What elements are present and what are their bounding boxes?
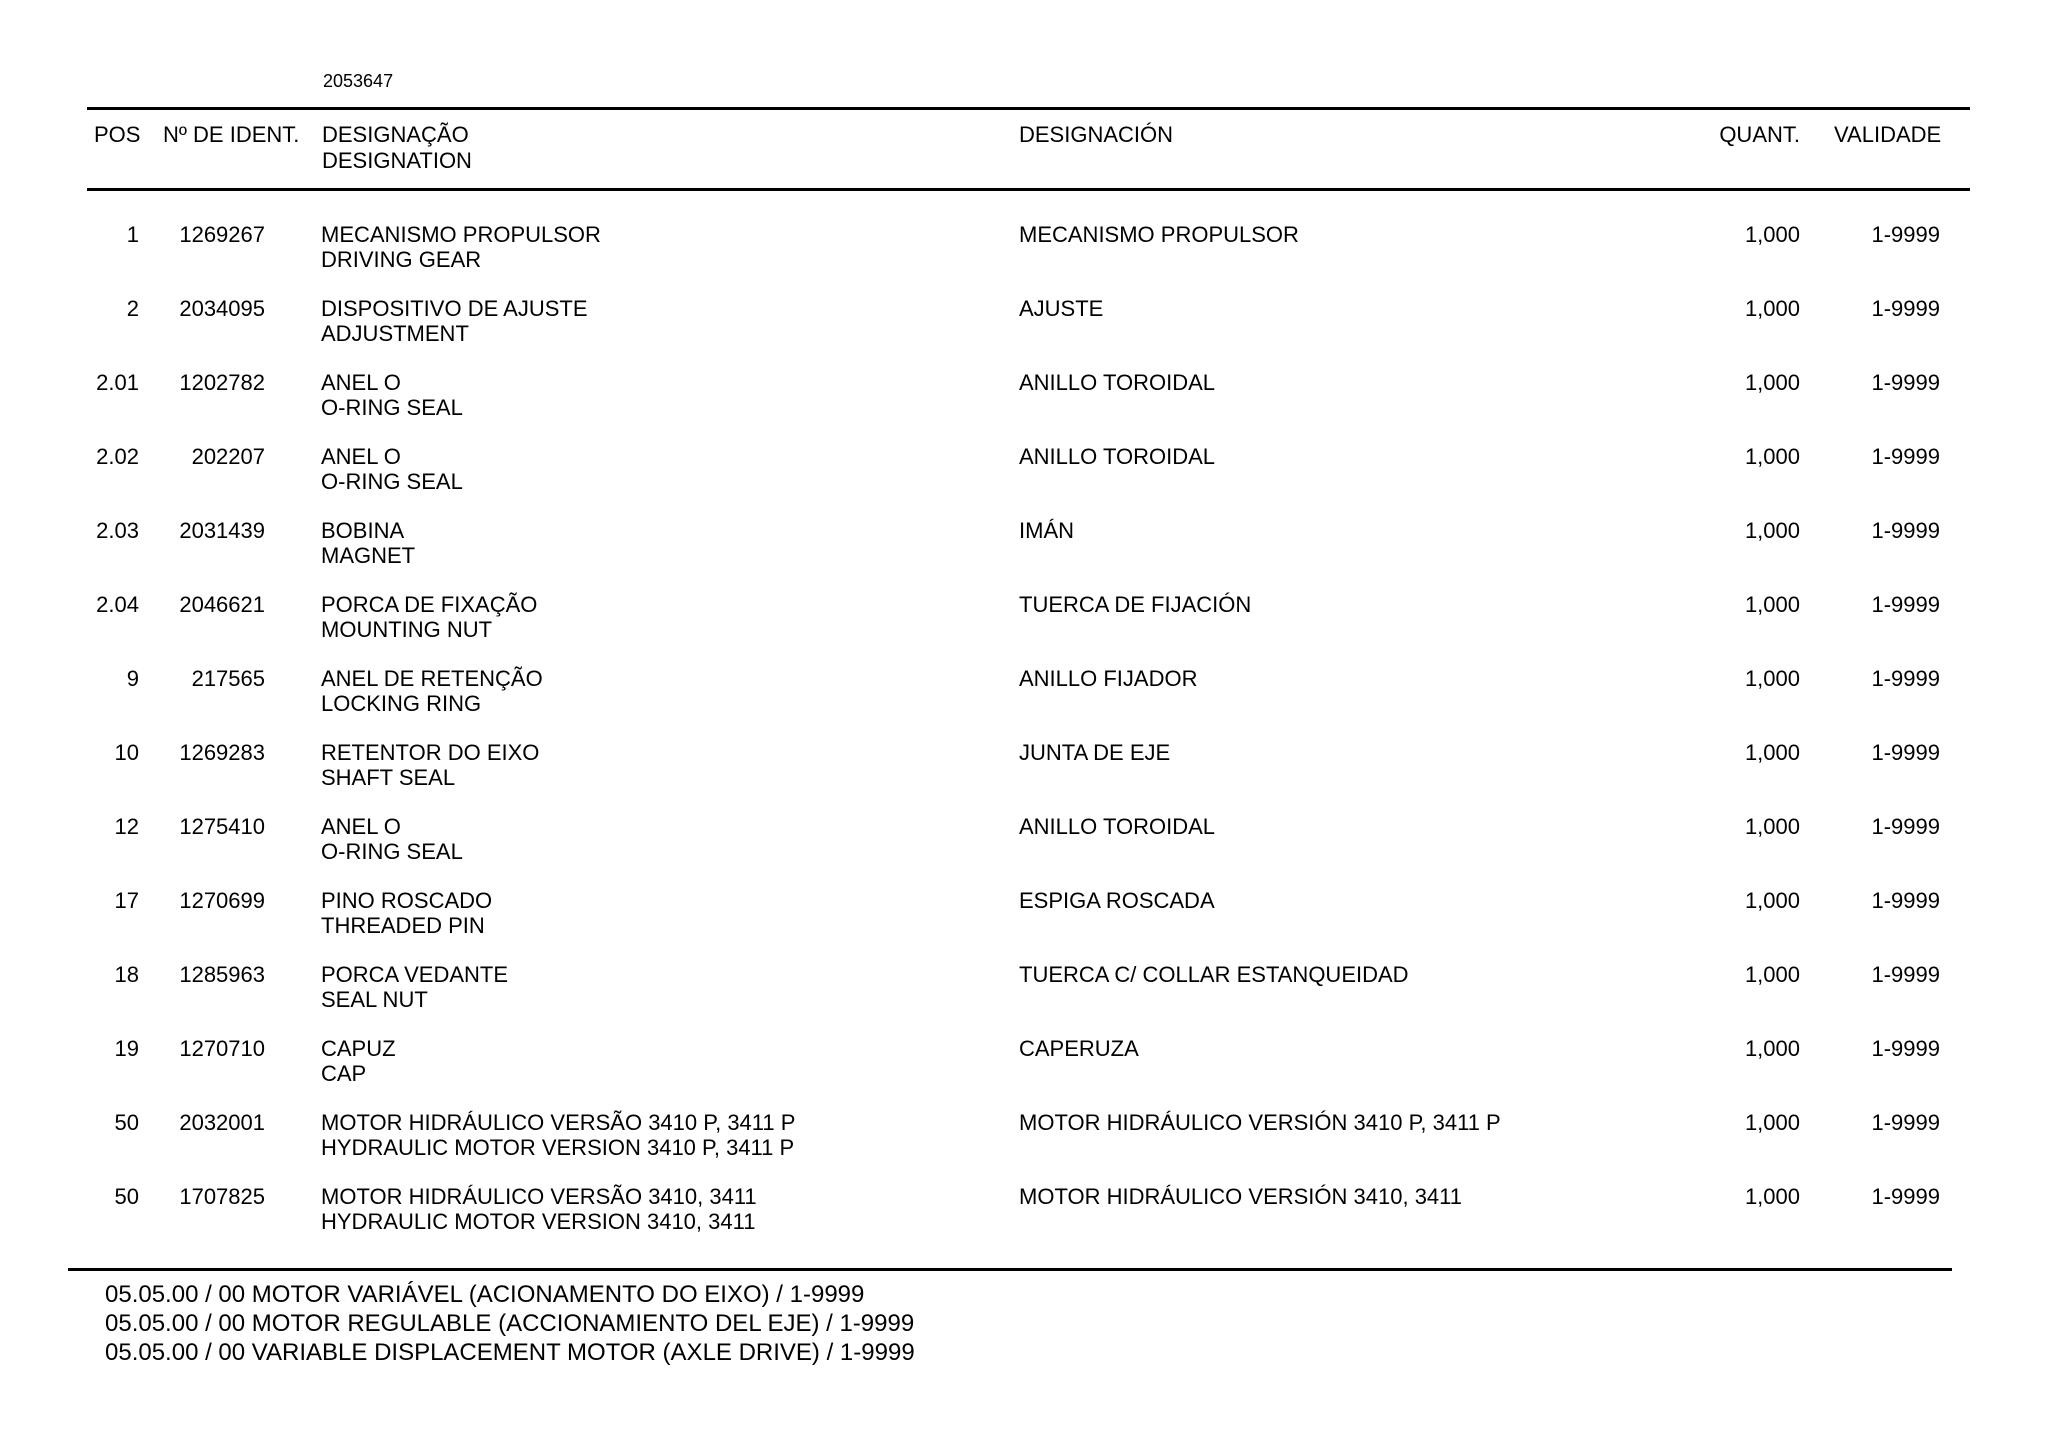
row-designation-es: ANILLO TOROIDAL bbox=[1019, 814, 1216, 839]
row-validity: 1-9999 bbox=[1871, 222, 1940, 247]
row-designation-en: HYDRAULIC MOTOR VERSION 3410 P, 3411 P bbox=[321, 1135, 795, 1160]
table-row bbox=[0, 814, 2048, 888]
row-designation-pt: ANEL O bbox=[321, 444, 401, 469]
row-designation-en: SHAFT SEAL bbox=[321, 765, 456, 790]
table-row bbox=[0, 370, 2048, 444]
row-quantity: 1,000 bbox=[1744, 1110, 1800, 1135]
row-ident-number: 2032001 bbox=[179, 1110, 265, 1135]
row-quantity: 1,000 bbox=[1744, 1036, 1800, 1061]
footer-group-info bbox=[105, 1280, 915, 1367]
header-quant: QUANT. bbox=[1719, 122, 1800, 147]
table-row bbox=[0, 1184, 2048, 1258]
row-designation-pt: PORCA DE FIXAÇÃO bbox=[321, 592, 538, 617]
row-pos: 2.02 bbox=[96, 444, 139, 469]
row-ident-number: 1269267 bbox=[179, 222, 265, 247]
row-pos: 2.01 bbox=[96, 370, 139, 395]
row-validity: 1-9999 bbox=[1871, 740, 1940, 765]
row-quantity: 1,000 bbox=[1744, 666, 1800, 691]
footer-line: 05.05.00 / 00 MOTOR VARIÁVEL (ACIONAMENTO DO EIXO) / 1-9999 bbox=[105, 1281, 865, 1308]
row-designation-pt: BOBINA bbox=[321, 518, 405, 543]
row-designation-pt: DISPOSITIVO DE AJUSTE bbox=[321, 296, 588, 321]
table-row bbox=[0, 666, 2048, 740]
row-quantity: 1,000 bbox=[1744, 814, 1800, 839]
row-pos: 18 bbox=[114, 962, 139, 987]
row-ident-number: 2046621 bbox=[179, 592, 265, 617]
row-designation-es: MOTOR HIDRÁULICO VERSIÓN 3410 P, 3411 P bbox=[1019, 1110, 1501, 1135]
row-validity: 1-9999 bbox=[1871, 296, 1940, 321]
top-divider bbox=[87, 107, 1970, 110]
row-validity: 1-9999 bbox=[1871, 666, 1940, 691]
row-quantity: 1,000 bbox=[1744, 222, 1800, 247]
row-designation-es: MECANISMO PROPULSOR bbox=[1019, 222, 1299, 247]
header-ident: Nº DE IDENT. bbox=[163, 122, 300, 147]
row-designation-es: MOTOR HIDRÁULICO VERSIÓN 3410, 3411 bbox=[1019, 1184, 1462, 1209]
row-ident-number: 1202782 bbox=[179, 370, 265, 395]
header-divider bbox=[87, 188, 1970, 191]
row-designation-es: JUNTA DE EJE bbox=[1019, 740, 1171, 765]
row-designation-en: O-RING SEAL bbox=[321, 839, 463, 864]
row-designation-en: HYDRAULIC MOTOR VERSION 3410, 3411 bbox=[321, 1209, 756, 1234]
row-designation-en: MOUNTING NUT bbox=[321, 617, 493, 642]
row-designation-en: ADJUSTMENT bbox=[321, 321, 469, 346]
row-ident-number: 1275410 bbox=[179, 814, 265, 839]
row-quantity: 1,000 bbox=[1744, 740, 1800, 765]
row-ident-number: 1270699 bbox=[179, 888, 265, 913]
row-validity: 1-9999 bbox=[1871, 592, 1940, 617]
row-designation-es: AJUSTE bbox=[1019, 296, 1104, 321]
row-pos: 19 bbox=[114, 1036, 139, 1061]
row-designation-es: ANILLO TOROIDAL bbox=[1019, 444, 1216, 469]
row-pos: 12 bbox=[114, 814, 139, 839]
table-row bbox=[0, 222, 2048, 296]
header-designation-en: DESIGNATION bbox=[322, 148, 472, 173]
row-designation-pt: ANEL O bbox=[321, 814, 401, 839]
table-row bbox=[0, 444, 2048, 518]
table-row bbox=[0, 296, 2048, 370]
row-quantity: 1,000 bbox=[1744, 518, 1800, 543]
header-validade: VALIDADE bbox=[1834, 122, 1942, 147]
row-ident-number: 1270710 bbox=[179, 1036, 265, 1061]
table-row bbox=[0, 592, 2048, 666]
row-designation-pt: MOTOR HIDRÁULICO VERSÃO 3410, 3411 bbox=[321, 1184, 757, 1209]
parts-table-body bbox=[0, 222, 2048, 1258]
row-ident-number: 2031439 bbox=[179, 518, 265, 543]
row-designation-pt: MOTOR HIDRÁULICO VERSÃO 3410 P, 3411 P bbox=[321, 1110, 796, 1135]
row-designation-en: O-RING SEAL bbox=[321, 395, 463, 420]
row-validity: 1-9999 bbox=[1871, 962, 1940, 987]
bottom-divider bbox=[68, 1268, 1952, 1271]
row-designation-pt: ANEL DE RETENÇÃO bbox=[321, 666, 543, 691]
row-designation-en: SEAL NUT bbox=[321, 987, 428, 1012]
row-pos: 10 bbox=[114, 740, 139, 765]
row-ident-number: 1285963 bbox=[179, 962, 265, 987]
row-designation-en: THREADED PIN bbox=[321, 913, 485, 938]
row-quantity: 1,000 bbox=[1744, 370, 1800, 395]
row-ident-number: 202207 bbox=[191, 444, 265, 469]
row-designation-es: ANILLO TOROIDAL bbox=[1019, 370, 1216, 395]
row-pos: 50 bbox=[114, 1184, 139, 1209]
row-ident-number: 1269283 bbox=[179, 740, 265, 765]
row-designation-es: ANILLO FIJADOR bbox=[1019, 666, 1198, 691]
row-ident-number: 217565 bbox=[191, 666, 265, 691]
table-row bbox=[0, 888, 2048, 962]
header-designacao: DESIGNAÇÃO bbox=[322, 122, 469, 147]
row-quantity: 1,000 bbox=[1744, 888, 1800, 913]
table-row bbox=[0, 962, 2048, 1036]
table-row bbox=[0, 1036, 2048, 1110]
row-quantity: 1,000 bbox=[1744, 296, 1800, 321]
row-quantity: 1,000 bbox=[1744, 1184, 1800, 1209]
row-designation-es: CAPERUZA bbox=[1019, 1036, 1139, 1061]
row-designation-en: CAP bbox=[321, 1061, 367, 1086]
row-pos: 2.04 bbox=[96, 592, 139, 617]
row-validity: 1-9999 bbox=[1871, 1110, 1940, 1135]
row-validity: 1-9999 bbox=[1871, 518, 1940, 543]
row-designation-es: IMÁN bbox=[1019, 518, 1074, 543]
row-validity: 1-9999 bbox=[1871, 370, 1940, 395]
header-pos: POS bbox=[94, 122, 141, 147]
row-validity: 1-9999 bbox=[1871, 1184, 1940, 1209]
footer-line: 05.05.00 / 00 MOTOR REGULABLE (ACCIONAMIENTO DEL EJE) / 1-9999 bbox=[105, 1310, 915, 1337]
row-quantity: 1,000 bbox=[1744, 962, 1800, 987]
row-validity: 1-9999 bbox=[1871, 444, 1940, 469]
table-row bbox=[0, 740, 2048, 814]
row-designation-es: TUERCA C/ COLLAR ESTANQUEIDAD bbox=[1019, 962, 1409, 987]
row-designation-pt: ANEL O bbox=[321, 370, 401, 395]
row-designation-en: MAGNET bbox=[321, 543, 416, 568]
row-validity: 1-9999 bbox=[1871, 888, 1940, 913]
table-row bbox=[0, 1110, 2048, 1184]
row-designation-en: DRIVING GEAR bbox=[321, 247, 482, 272]
row-pos: 50 bbox=[114, 1110, 139, 1135]
row-validity: 1-9999 bbox=[1871, 1036, 1940, 1061]
table-row bbox=[0, 518, 2048, 592]
row-designation-es: TUERCA DE FIJACIÓN bbox=[1019, 592, 1252, 617]
row-designation-pt: RETENTOR DO EIXO bbox=[321, 740, 540, 765]
row-designation-en: O-RING SEAL bbox=[321, 469, 463, 494]
row-quantity: 1,000 bbox=[1744, 444, 1800, 469]
footer-line: 05.05.00 / 00 VARIABLE DISPLACEMENT MOTOR (AXLE DRIVE) / 1-9999 bbox=[105, 1339, 915, 1366]
row-designation-es: ESPIGA ROSCADA bbox=[1019, 888, 1215, 913]
row-pos: 1 bbox=[126, 222, 139, 247]
row-quantity: 1,000 bbox=[1744, 592, 1800, 617]
row-ident-number: 1707825 bbox=[179, 1184, 265, 1209]
row-designation-pt: PORCA VEDANTE bbox=[321, 962, 509, 987]
row-designation-pt: CAPUZ bbox=[321, 1036, 396, 1061]
row-designation-pt: MECANISMO PROPULSOR bbox=[321, 222, 601, 247]
row-ident-number: 2034095 bbox=[179, 296, 265, 321]
row-pos: 2 bbox=[126, 296, 139, 321]
row-pos: 9 bbox=[126, 666, 139, 691]
row-pos: 2.03 bbox=[96, 518, 139, 543]
row-validity: 1-9999 bbox=[1871, 814, 1940, 839]
header-designation bbox=[322, 122, 472, 174]
document-number: 2053647 bbox=[323, 71, 394, 91]
row-designation-en: LOCKING RING bbox=[321, 691, 482, 716]
header-designacion: DESIGNACIÓN bbox=[1019, 122, 1174, 147]
row-designation-pt: PINO ROSCADO bbox=[321, 888, 493, 913]
row-pos: 17 bbox=[114, 888, 139, 913]
